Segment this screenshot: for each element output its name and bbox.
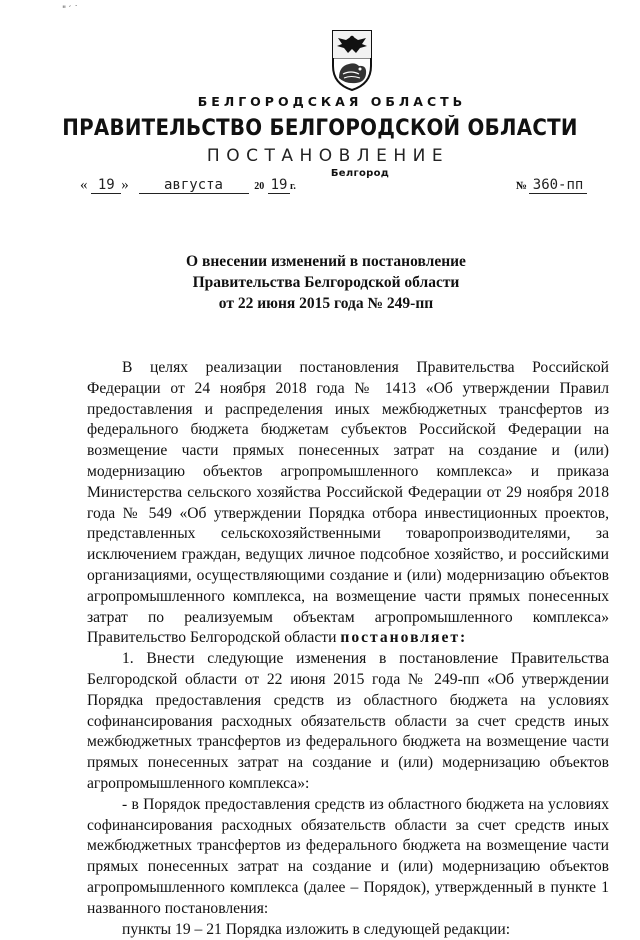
clause-1-paragraph: 1. Внести следующие изменения в постановление Правительства Белгородской области от 22 июня 2015 года № 249-пп «Об утверждении Порядка предоставления средств из областного бюджета на условиях софинансирования расходных обязательств области за счет средств иных межбюджетных трансфертов из федерального бюджета на возмещение части прямых понесенных затрат на создание и (или) модернизацию объектов агропромышленного комплекса»:	[87, 650, 609, 792]
city-label: Белгород	[330, 168, 390, 179]
date-open-quote: «	[80, 177, 88, 193]
scan-corner-marks: " ′ ˙	[62, 5, 79, 15]
title-line: от 22 июня 2015 года № 249-пп	[218, 295, 434, 312]
title-line: О внесении изменений в постановление	[186, 253, 466, 270]
date-century: 20	[254, 181, 265, 192]
government-heading: ПРАВИТЕЛЬСТВО БЕЛГОРОДСКОЙ ОБЛАСТИ	[62, 116, 578, 141]
date-day: 19	[91, 177, 121, 194]
coat-of-arms-icon	[329, 28, 375, 92]
document-number	[516, 177, 587, 194]
document-body	[87, 358, 609, 940]
preamble-text: В целях реализации постановления Правительства Российской Федерации от 24 ноября 2018 года № 1413 «Об утверждении Правил предоставления и распределения иных межбюджетных трансфертов из федерального бюджета бюджетам субъектов Российской Федерации на возмещение части прямых понесенных затрат на создание и (или) модернизацию объектов агропромышленного комплекса» и приказа Министерства сельского хозяйства Российской Федерации от 29 ноября 2018 года № 549 «Об утверждении Порядка отбора инвестиционных проектов, представленных сельскохозяйственными товаропроизводителями, за исключением граждан, ведущих личное подсобное хозяйство, и российскими организациями, осуществляющими создание и (или) модернизацию объектов агропромышленного комплекса, на возмещение части прямых понесенных затрат по реализуемым объектам агропромышленного комплекса» Правительство Белгородской области	[87, 359, 609, 647]
document-date	[80, 177, 296, 194]
document-type-heading: ПОСТАНОВЛЕНИЕ	[206, 146, 450, 166]
resolves-word: постановляет:	[340, 629, 468, 647]
date-month: августа	[139, 177, 249, 194]
date-close-quote: »	[121, 177, 129, 193]
number-value: 360-пп	[529, 177, 587, 194]
clause-points-paragraph: пункты 19 – 21 Порядка изложить в следующей редакции:	[122, 920, 511, 938]
date-year-suffix: г.	[290, 181, 296, 192]
clause-procedure-paragraph: - в Порядок предоставления средств из областного бюджета на условиях софинансирования расходных обязательств области за счет средств иных межбюджетных трансфертов из федерального бюджета на возмещение части прямых понесенных затрат на создание и (или) модернизацию объектов агропромышленного комплекса (далее – Порядок), утвержденный в пункте 1 названного постановления:	[87, 795, 609, 917]
number-prefix: №	[516, 180, 528, 192]
title-line: Правительства Белгородской области	[192, 274, 460, 291]
document-title	[0, 251, 640, 314]
preamble-paragraph	[87, 358, 609, 649]
region-heading: БЕЛГОРОДСКАЯ ОБЛАСТЬ	[197, 94, 467, 109]
date-year: 19	[268, 177, 290, 194]
